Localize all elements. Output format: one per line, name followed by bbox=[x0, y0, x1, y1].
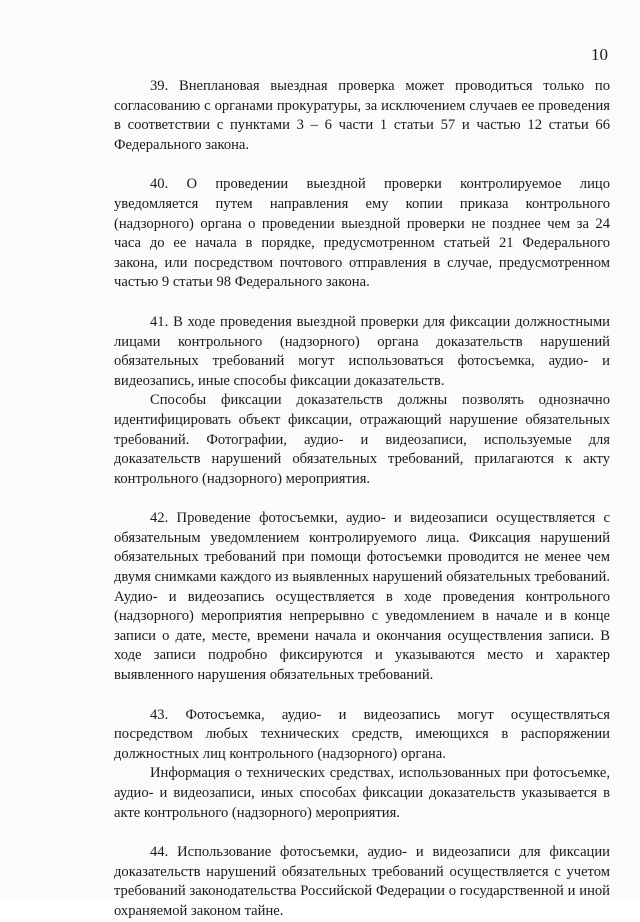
paragraph-gap bbox=[114, 823, 610, 843]
paragraph-gap bbox=[114, 686, 610, 706]
paragraph-gap bbox=[114, 155, 610, 175]
paragraph-42: 42. Проведение фотосъемки, аудио- и видеозаписи осуществляется с обязательным уведомлением контролируемого лица. Фиксация нарушений обязательных требований при помощи фотосъемки проводится не менее чем двумя снимками каждого из выявленных нарушений обязательных требований. Аудио- и видеозапись осуществляется в ходе проведения контрольного (надзорного) мероприятия непрерывно с уведомлением в начале и в конце записи о дате, месте, времени начала и окончания осуществления записи. В ходе записи подробно фиксируются и указываются место и характер выявленного нарушения обязательных требований. bbox=[114, 510, 610, 684]
paragraph-gap bbox=[114, 489, 610, 509]
document-body bbox=[114, 77, 610, 922]
paragraph-41: 41. В ходе проведения выездной проверки для фиксации должностными лицами контрольного (надзорного) органа доказательств нарушений обязательных требований могут использоваться фотосъемка, аудио- и видеозапись, иные способы фиксации доказательств. bbox=[114, 313, 610, 389]
paragraph-43: 43. Фотосъемка, аудио- и видеозапись могут осуществляться посредством любых технических средств, имеющихся в распоряжении должностных лиц контрольного (надзорного) органа. bbox=[114, 706, 610, 762]
paragraph-44: 44. Использование фотосъемки, аудио- и видеозаписи для фиксации доказательств нарушений обязательных требований осуществляется с учетом требований законодательства Российской Федерации о государственной и иной охраняемой законом тайне. bbox=[114, 844, 610, 919]
paragraph-43-continued: Информация о технических средствах, использованных при фотосъемке, аудио- и видеозаписи, иных способах фиксации доказательств указывается в акте контрольного (надзорного) мероприятия. bbox=[114, 765, 610, 821]
page-number: 10 bbox=[591, 45, 608, 64]
paragraph-41-continued: Способы фиксации доказательств должны позволять однозначно идентифицировать объект фиксации, отражающий нарушение обязательных требований. Фотографии, аудио- и видеозаписи, используемые для доказательств нарушений обязательных требований, прилагаются к акту контрольного (надзорного) мероприятия. bbox=[114, 392, 610, 487]
paragraph-gap bbox=[114, 293, 610, 313]
paragraph-39: 39. Внеплановая выездная проверка может проводиться только по согласованию с органами прокуратуры, за исключением случаев ее проведения в соответствии с пунктами 3 – 6 части 1 статьи 57 и частью 12 статьи 66 Федерального закона. bbox=[114, 78, 610, 153]
paragraph-40: 40. О проведении выездной проверки контролируемое лицо уведомляется путем направления ему копии приказа контрольного (надзорного) органа о проведении выездной проверки не позднее чем за 24 часа до ее начала в порядке, предусмотренном статьей 21 Федерального закона, или посредством почтового отправления в случае, предусмотренном частью 9 статьи 98 Федерального закона. bbox=[114, 176, 610, 291]
